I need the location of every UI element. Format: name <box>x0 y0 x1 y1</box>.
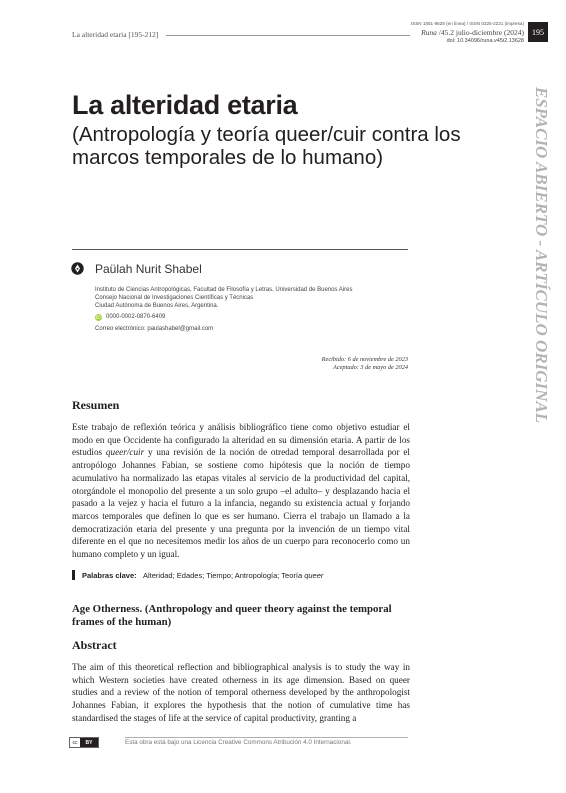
resumen-heading: Resumen <box>72 398 120 412</box>
keywords-list: Alteridad; Edades; Tiempo; Antropología; Teoría <box>143 571 305 580</box>
article-title: La alteridad etaria <box>72 90 298 120</box>
author-name: Paülah Nurit Shabel <box>95 262 202 276</box>
received-date: Recibido: 6 de noviembre de 2023 <box>321 356 408 363</box>
journal-name: Runa <box>421 28 437 37</box>
abstract-text: The aim of this theoretical reflection and bibliographical analysis is to study the way in which Western societies have created otherness in its age dimension. Based on queer studies and a review of the notion of temporal otherness developed by the anthropologist Johannes Fabian, it explores the hypothesis that the notion of cumulative time has standardised the stages of life at the service of capital productivity, granting a <box>72 662 410 723</box>
doi: doi: 10.34096/runa.v45i2.13628 <box>446 38 524 44</box>
by-icon: BY <box>80 738 98 747</box>
page-number: 195 <box>528 22 548 42</box>
accepted-date: Aceptado: 3 de mayo de 2024 <box>332 364 408 371</box>
author-email[interactable]: Correo electrónico: paulashabel@gmail.com <box>95 326 214 332</box>
resumen-text-italic: queer/cuir <box>105 447 145 458</box>
affiliation-line: Instituto de Ciencias Antropológicas, Facultad de Filosofía y Letras, Universidad de Buenos Aires <box>95 287 353 293</box>
header-rule <box>166 35 410 36</box>
journal-line <box>421 28 524 37</box>
resumen-text-part: y una revisión de la noción de otredad temporal desarrollada por el antropólogo Johannes Fabian, se sostiene como hipótesis que la noción de tiempo acumulativo ha normalizado las etapas vitales al servicio de la productividad del capital, otorgándole el monopolio del presente a un solo grupo –el adulto– y desplazando hacia el pasado a la vejez y hacia el futuro a la infancia, negando su existencia actual y forjando marcos temporales que definen lo que es ser humano. Cierra el trabajo un llamado a la democratización etaria del presente y una pregunta por la invención de un tiempo vital diferente en el que no necesitemos medir los años de un cuerpo para reconocerlo como un humano completo y un igual. <box>72 447 410 560</box>
issn: ISSN 1851-9628 (en línea) / ISSN 0325-2221 (impresa) <box>410 21 524 26</box>
cc-icon: cc <box>70 738 80 747</box>
english-title: Age Otherness. (Anthropology and queer theory against the temporal frames of the human) <box>72 603 392 628</box>
cc-license-badge[interactable] <box>69 737 99 748</box>
abstract-heading: Abstract <box>72 638 117 652</box>
resumen-text <box>72 421 410 561</box>
keywords-bar <box>72 570 75 580</box>
affiliation-line: Ciudad Autónoma de Buenos Aires, Argentina. <box>95 303 219 309</box>
title-divider <box>72 249 408 250</box>
footer-rule <box>125 737 408 738</box>
running-head: La alteridad etaria [195-212] <box>72 30 159 39</box>
side-section-text: ESPACIO ABIERTO - ARTÍCULO ORIGINAL <box>532 86 551 423</box>
license-text[interactable]: Esta obra está bajo una Licencia Creative Commons Atribución 4.0 Internacional. <box>125 739 352 746</box>
author-pen-icon <box>71 262 84 275</box>
keywords-text <box>143 571 323 580</box>
affiliation-line: Consejo Nacional de Investigaciones Científicas y Técnicas <box>95 295 254 301</box>
orcid-icon[interactable]: iD <box>96 314 101 321</box>
resumen-text-part: Este trabajo de reflexión teórica y análisis bibliográfico tiene como objetivo estudiar el modo en que Occidente ha configurado la alteridad en su dimensión etaria. A partir de los estudios <box>72 422 410 458</box>
journal-issue: /45.2 julio-diciembre (2024) <box>436 28 524 37</box>
article-subtitle: (Antropología y teoría queer/cuir contra los marcos temporales de lo humano) <box>72 123 461 169</box>
side-section-label <box>521 82 561 427</box>
keywords-italic: queer <box>304 571 324 580</box>
orcid-number[interactable]: 0000-0002-0870-6409 <box>106 314 166 320</box>
keywords-label: Palabras clave: <box>82 571 137 580</box>
